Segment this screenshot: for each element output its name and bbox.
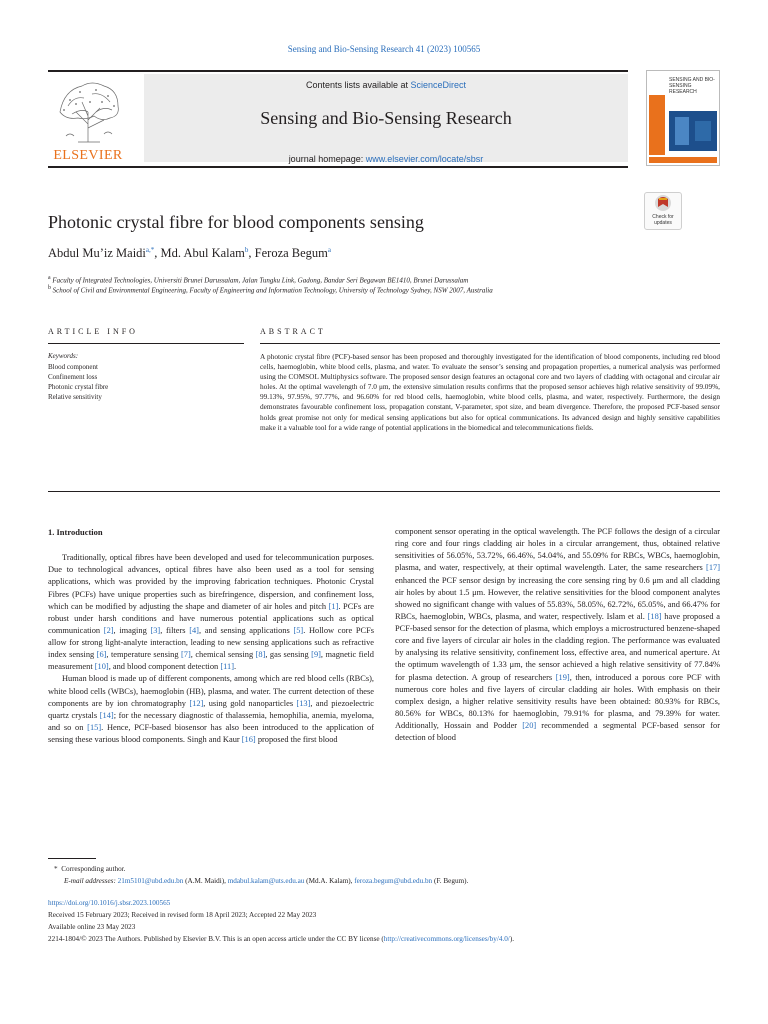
paragraph-text: , temperature sensing xyxy=(106,650,182,660)
masthead-top-rule xyxy=(48,70,628,72)
citation-link[interactable]: [7] xyxy=(181,650,191,660)
paragraph-text: . xyxy=(234,662,237,672)
paragraph-text: , and sensing applications xyxy=(198,625,294,635)
abstract-heading: ABSTRACT xyxy=(260,327,326,336)
citation-link[interactable]: [4] xyxy=(189,625,199,635)
email-owner: (Md.A. Kalam), xyxy=(304,877,355,885)
citation-link[interactable]: [16] xyxy=(241,735,256,744)
homepage-link[interactable]: www.elsevier.com/locate/sbsr xyxy=(365,154,484,164)
citation-link[interactable]: [15] xyxy=(87,722,102,732)
contents-prefix: Contents lists available at xyxy=(305,80,411,90)
email-link[interactable]: feroza.begum@ubd.edu.bn xyxy=(354,877,433,885)
doi-line xyxy=(48,898,720,909)
article-info-heading: ARTICLE INFO xyxy=(48,327,138,336)
keyword-item: Photonic crystal fibre xyxy=(48,383,109,391)
paragraph-text: ; for the necessary diagnostic of thalassemia, hemophilia, anemia, myeloma, and so on xyxy=(48,710,374,732)
intro-paragraph-2 xyxy=(48,673,374,746)
paragraph-text: , and blood component detection xyxy=(108,662,221,672)
keyword-item: Relative sensitivity xyxy=(48,393,102,401)
citation-link[interactable]: [11] xyxy=(220,662,234,672)
received-dates: Received 15 February 2023; Received in revised form 18 April 2023; Accepted 22 May 2023 xyxy=(48,911,317,919)
citation-link[interactable]: [18] xyxy=(647,611,662,621)
author-separator: , xyxy=(248,246,255,261)
license-text: 2214-1804/© 2023 The Authors. Published by Elsevier B.V. This is an open access article under the CC BY license ( xyxy=(48,935,384,943)
license-link[interactable]: http://creativecommons.org/licenses/by/4.0/ xyxy=(383,935,510,943)
paragraph-text: , chemical sensing xyxy=(190,650,256,660)
citation-link[interactable]: [8] xyxy=(255,650,266,660)
affiliation-text: Faculty of Integrated Technologies, Universiti Brunei Darussalam, Jalan Tungku Link, Gadong, Bandar Seri Begawan BE1410, Brunei Darussalam xyxy=(52,276,469,285)
paragraph-text: component sensor operating in the optical wavelength. The PCF follows the design of a circular ring core and four rings cladding air holes in a circular arrangement, thus, obtained relative sensitivities of 56.05%, 53.72%, 66.46%, 54.04%, and 55.09% for RBCs, WBCs, haemoglobin, plasma, and water, respectively, at their optimal wavelength. Later, the same researchers xyxy=(395,527,720,573)
journal-cover-thumbnail[interactable] xyxy=(646,70,720,166)
affiliation-text: School of Civil and Environmental Engineering, Faculty of Engineering and Information Technology, University of Technology Sydney, NSW 2007, Australia xyxy=(52,286,493,295)
crossmark-icon xyxy=(645,193,681,215)
elsevier-logo[interactable] xyxy=(48,76,128,166)
section-heading-introduction: 1. Introduction xyxy=(48,527,103,537)
body-column-left xyxy=(48,526,374,746)
citation-link[interactable]: [10] xyxy=(94,662,109,672)
footnote-rule xyxy=(48,858,96,859)
paragraph-text: have proposed a PCF-based sensor for the detection of plasma, which employs a microstructured benzene-shaped core and five layers of circular air holes in the cladding region. The performance was evaluated by analysing its relative sensitivity, confinement loss, effective area, and numerical aperture. At the optimum wavelength of 1.33 μm, the sensor achieved a high relative sensitivity of 77.84% for plasma detection. A group of researchers xyxy=(395,611,720,682)
author-name[interactable]: Abdul Mu’iz Maidi xyxy=(48,246,146,261)
email-label: E-mail addresses: xyxy=(64,877,116,885)
citation-link[interactable]: [6] xyxy=(96,650,107,660)
crossmark-label: Check for updates xyxy=(652,214,674,226)
paragraph-text: . Hence, PCF-based biosensor has also been introduced to the application of sensing these various blood components. Singh and Kaur xyxy=(48,722,374,744)
license-line xyxy=(48,934,720,945)
homepage-prefix: journal homepage: xyxy=(288,154,366,164)
paragraph-text: , filters xyxy=(160,625,190,635)
license-suffix: ). xyxy=(509,935,515,943)
paragraph-text: proposed the first blood xyxy=(255,735,338,744)
email-addresses xyxy=(48,876,720,887)
online-date: Available online 23 May 2023 xyxy=(48,923,136,931)
paragraph-text: Human blood is made up of different components, among which are red blood cells (RBCs), white blood cells (WBCs), haemoglobin (HB), plasma, and water. The current detection of these components are by ion chromatography xyxy=(48,674,374,708)
email-owner: (A.M. Maidi), xyxy=(183,877,228,885)
article-info-rule xyxy=(48,343,244,344)
author-name[interactable]: Feroza Begum xyxy=(254,246,328,261)
paragraph-text: recommended a segmental PCF-based sensor for detection of blood xyxy=(395,721,720,743)
affiliation-a xyxy=(48,275,720,284)
citation-link[interactable]: [20] xyxy=(522,721,537,730)
email-link[interactable]: mdabul.kalam@uts.edu.au xyxy=(227,877,305,885)
abstract-text: A photonic crystal fibre (PCF)-based sensor has been proposed and thoroughly investigated for the identification of blood components, including red blood cells, haemoglobin, white blood cells, plasma, and water. To evaluate the sensor’s sensing and propagation properties, a numerical analysis was performed using the COMSOL Multiphysics software. The proposed sensor design features an octagonal core and two layers of cladding with octagonal and circular air holes. At the optimal wavelength of 7.0 μm, the extensive simulation results confirms that the proposed sensor achieves high relative sensitivity of 99.09%, 99.13%, 97.95%, 97.77%, and 96.60% for red blood cells, haemoglobin, white blood cells, plasma, and water, respectively. Furthermore, the design demonstrates favourable confinement loss, propagation constant, V-parameter, spot size, and beam divergence. Therefore, the proposed PCF-based sensor holds great promise not only for medical sensing applications but also for optical communications. Its advanced design and highly sensitive capabilities make it a valuable tool for a wide range of potential applications in the biomedical and telecommunications fields. xyxy=(260,352,720,432)
paragraph-text: , and piezoelectric quartz crystals xyxy=(48,698,375,720)
citation-link[interactable]: [17] xyxy=(706,563,720,573)
citation-link[interactable]: [2] xyxy=(103,625,114,635)
paragraph-text: , gas sensing xyxy=(265,650,312,660)
citation-link[interactable]: [3] xyxy=(150,625,161,635)
check-for-updates-badge[interactable] xyxy=(644,192,682,230)
citation-link[interactable]: [1] xyxy=(328,601,339,611)
masthead-bottom-rule xyxy=(48,166,628,168)
author-affiliation-mark[interactable]: a xyxy=(327,246,332,254)
citation-link[interactable]: [13] xyxy=(296,698,311,708)
contents-line xyxy=(144,80,628,90)
sciencedirect-link[interactable]: ScienceDirect xyxy=(410,80,467,90)
email-link[interactable]: 21m5101@ubd.edu.bn xyxy=(117,877,184,885)
paragraph-text: . Hollow core PCFs allow for strong light-analyte interaction, leading to new sensing applications such as refractive index sensing xyxy=(48,625,374,660)
author-list xyxy=(48,246,331,261)
author-affiliation-mark[interactable]: b xyxy=(244,246,249,254)
keywords-label: Keywords: xyxy=(48,352,79,360)
doi-link[interactable]: https://doi.org/10.1016/j.sbsr.2023.100565 xyxy=(48,899,171,907)
citation-link[interactable]: [14] xyxy=(99,710,114,720)
article-title: Photonic crystal fibre for blood components sensing xyxy=(48,212,424,232)
keyword-item: Blood component xyxy=(48,363,98,371)
author-name[interactable]: Md. Abul Kalam xyxy=(160,246,245,261)
paragraph-text: . PCFs are robust under harsh conditions and have numerous potential applications such as optical communication xyxy=(48,601,374,635)
affiliation-mark: a xyxy=(48,275,51,281)
homepage-line xyxy=(144,154,628,164)
paragraph-text: enhanced the PCF sensor design by increasing the core sensing ring by 0.6 μm and all cladding air holes by about 1.5 μm. However, the relative sensitivities for the blood component analytes showed no significant change with values of 55.83%, 58.05%, 62.72%, 65.05%, and 66.47% for RBCs, haemoglobin, WBCs, plasma, and water, respectively. Islam et al. xyxy=(395,575,720,621)
masthead-banner xyxy=(144,74,628,162)
publisher-name: ELSEVIER xyxy=(53,148,123,163)
affiliation-b xyxy=(48,285,720,294)
journal-title: Sensing and Bio-Sensing Research xyxy=(260,108,512,128)
corresponding-mark: * xyxy=(54,865,58,873)
citation-link[interactable]: [5] xyxy=(293,625,304,635)
affiliation-mark: b xyxy=(48,285,51,291)
elsevier-tree-icon xyxy=(48,76,128,146)
body-column-right xyxy=(395,526,720,744)
intro-paragraph-1 xyxy=(48,552,374,673)
corresponding-text: Corresponding author. xyxy=(61,865,126,873)
citation-link[interactable]: [9] xyxy=(311,650,321,660)
paragraph-text: Traditionally, optical fibres have been developed and used for telecommunication purposes. Due to technological advances, optical fibres have also been used as a tool for sensing applications, which was provided by the improving fabrication techniques. Photonic Crystal Fibres (PCFs) have unique properties such as birefringence, dispersion, and confinement loss, which can be modified by adjusting the shape and diameter of air holes and pitch xyxy=(48,553,374,611)
author-separator: , xyxy=(154,246,161,261)
intro-paragraph-continued xyxy=(395,526,720,744)
paragraph-text: , then, introduced a porous core PCF with numerous core holes and five layers of circular cladding air holes. With emphasis on their complex design, a higher relative sensitivity results have been obtained: 80.93% for RBCs, 80.56% for WBCs, 80.13% for haemoglobin, 79.91% for plasma, and 79.39% for water. Additionally, Hossain and Podder xyxy=(395,672,721,730)
journal-masthead xyxy=(48,70,720,168)
citation-link[interactable]: [19] xyxy=(555,672,570,682)
paragraph-text: , imaging xyxy=(113,625,151,635)
paragraph-text: , using gold nanoparticles xyxy=(203,698,297,708)
citation-link[interactable]: [12] xyxy=(189,698,204,708)
author-affiliation-mark[interactable]: a,* xyxy=(145,246,155,254)
email-owner: (F. Begum). xyxy=(432,877,469,885)
abstract-bottom-rule xyxy=(48,491,720,492)
paragraph-text: , magnetic field measurement xyxy=(48,650,374,672)
corresponding-author-note xyxy=(48,864,720,875)
cover-title: SENSING AND BIO-SENSING RESEARCH xyxy=(669,77,715,95)
journal-reference[interactable]: Sensing and Bio-Sensing Research 41 (2023) 100565 xyxy=(287,44,481,54)
abstract-rule xyxy=(260,343,720,344)
keyword-item: Confinement loss xyxy=(48,373,98,381)
cover-graphic-icon xyxy=(647,71,720,166)
